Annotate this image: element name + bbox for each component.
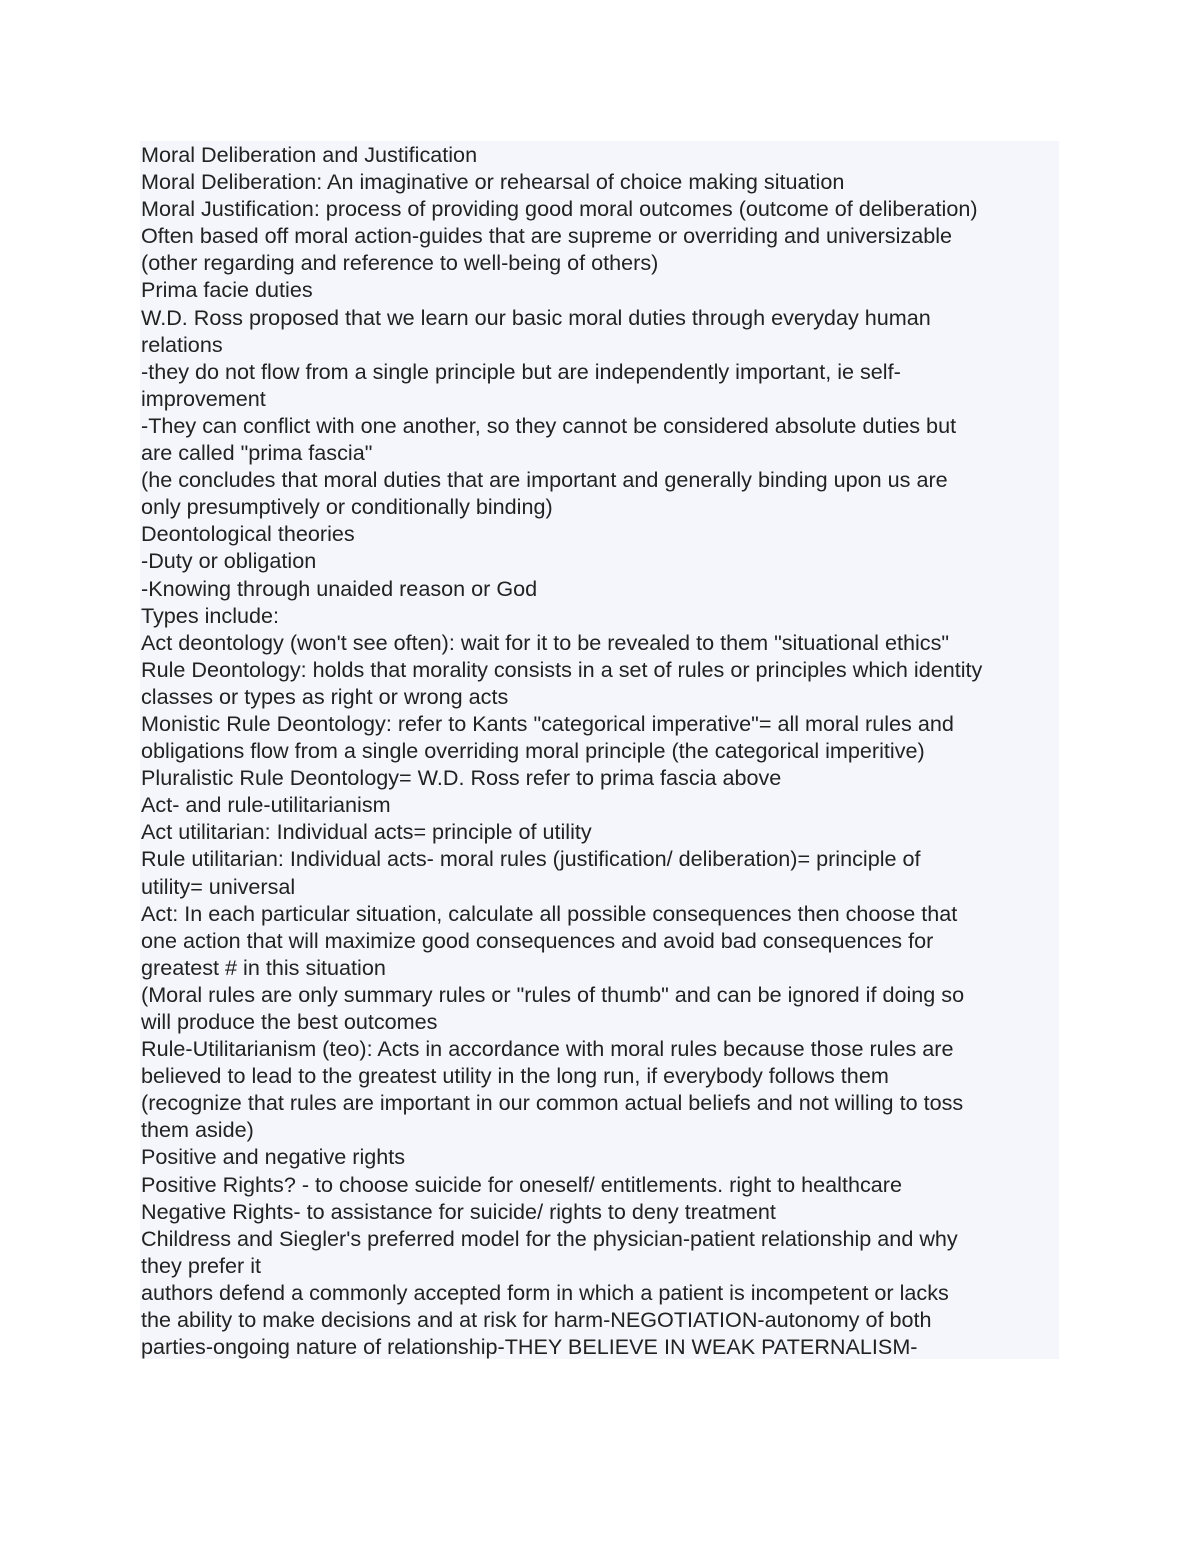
document-line: the ability to make decisions and at risk for harm-NEGOTIATION-autonomy of both xyxy=(141,1307,932,1333)
document-line: them aside) xyxy=(141,1117,254,1143)
document-line: Deontological theories xyxy=(141,521,355,547)
document-line: relations xyxy=(141,331,223,357)
document-line: (other regarding and reference to well-being of others) xyxy=(141,250,659,276)
document-line: Act deontology (won't see often): wait for it to be revealed to them "situational ethics" xyxy=(141,629,950,655)
document-line: Prima facie duties xyxy=(141,277,313,303)
document-line: Positive Rights? - to choose suicide for oneself/ entitlements. right to healthcare xyxy=(141,1171,902,1197)
document-line: -Duty or obligation xyxy=(141,548,317,574)
document-line: Act utilitarian: Individual acts= principle of utility xyxy=(141,819,592,845)
document-line: (recognize that rules are important in our common actual beliefs and not willing to toss xyxy=(141,1090,964,1116)
document-line: improvement xyxy=(141,385,266,411)
document-line: Rule-Utilitarianism (teo): Acts in accordance with moral rules because those rules are xyxy=(141,1036,954,1062)
document-line: Rule utilitarian: Individual acts- moral rules (justification/ deliberation)= principle of xyxy=(141,846,921,872)
document-line: Moral Justification: process of providing good moral outcomes (outcome of deliberation) xyxy=(141,196,978,222)
document-line: -Knowing through unaided reason or God xyxy=(141,575,538,601)
document-line: Rule Deontology: holds that morality consists in a set of rules or principles which identity xyxy=(141,656,983,682)
document-line: Childress and Siegler's preferred model for the physician-patient relationship and why xyxy=(141,1225,958,1251)
document-line: believed to lead to the greatest utility in the long run, if everybody follows them xyxy=(141,1063,889,1089)
document-line: Negative Rights- to assistance for suicide/ rights to deny treatment xyxy=(141,1198,776,1224)
document-line: Pluralistic Rule Deontology= W.D. Ross refer to prima fascia above xyxy=(141,765,782,791)
document-line: W.D. Ross proposed that we learn our basic moral duties through everyday human xyxy=(141,304,931,330)
document-line: greatest # in this situation xyxy=(141,954,386,980)
document-line: Act- and rule-utilitarianism xyxy=(141,792,391,818)
document-line: Moral Deliberation and Justification xyxy=(141,142,478,167)
document-line: authors defend a commonly accepted form in which a patient is incompetent or lacks xyxy=(141,1279,949,1305)
document-line: Types include: xyxy=(141,602,280,628)
document-line: only presumptively or conditionally binding) xyxy=(141,494,553,520)
document-line: one action that will maximize good consequences and avoid bad consequences for xyxy=(141,927,934,953)
document-line: parties-ongoing nature of relationship-THEY BELIEVE IN WEAK PATERNALISM- xyxy=(141,1334,918,1360)
document-line: Monistic Rule Deontology: refer to Kants "categorical imperative"= all moral rules and xyxy=(141,710,954,736)
document-line: Act: In each particular situation, calculate all possible consequences then choose that xyxy=(141,900,958,926)
document-body xyxy=(141,141,1071,1360)
document-line: obligations flow from a single overriding moral principle (the categorical imperitive) xyxy=(141,738,925,764)
document-line: utility= universal xyxy=(141,873,296,899)
document-line: Positive and negative rights xyxy=(141,1144,406,1170)
document-line: (Moral rules are only summary rules or "rules of thumb" and can be ignored if doing so xyxy=(141,981,965,1007)
document-line: (he concludes that moral duties that are important and generally binding upon us are xyxy=(141,467,948,493)
document-line: are called "prima fascia" xyxy=(141,440,373,466)
document-line: -they do not flow from a single principle but are independently important, ie self- xyxy=(141,358,901,384)
document-line: Often based off moral action-guides that are supreme or overriding and universizable xyxy=(141,223,953,249)
document-line: they prefer it xyxy=(141,1252,262,1278)
document-line: classes or types as right or wrong acts xyxy=(141,683,509,709)
document-line: -They can conflict with one another, so they cannot be considered absolute duties but xyxy=(141,412,957,438)
document-line: Moral Deliberation: An imaginative or rehearsal of choice making situation xyxy=(141,169,845,195)
document-line: will produce the best outcomes xyxy=(141,1009,438,1034)
